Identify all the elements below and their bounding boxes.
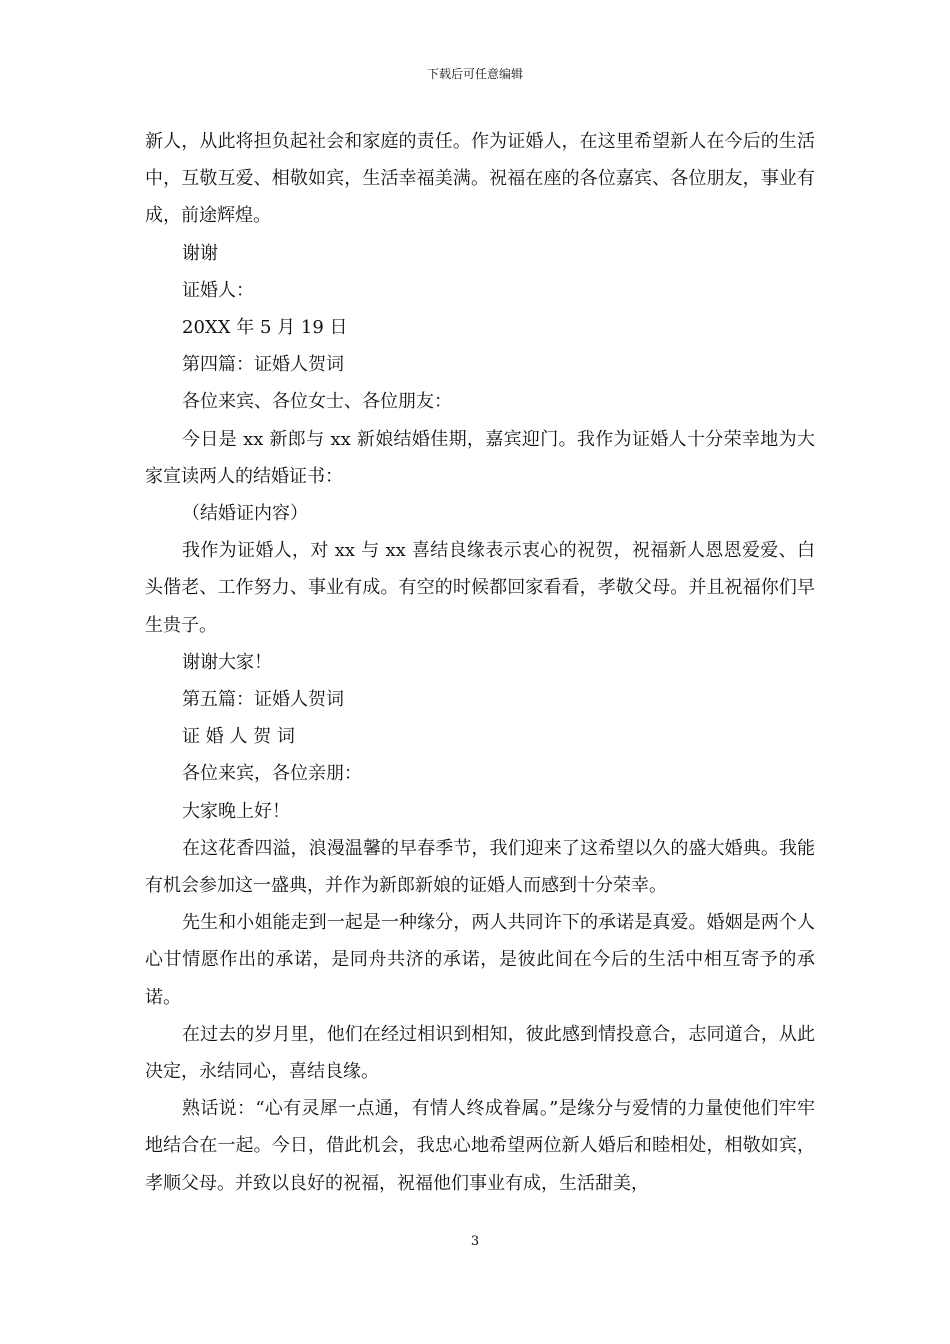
- paragraph: （结婚证内容）: [182, 503, 308, 525]
- paragraph: 新人，从此将担负起社会和家庭的责任。作为证婚人，在这里希望新人在今后的生活中，互敬互爱、相敬如宾，生活幸福美满。祝福在座的各位嘉宾、各位朋友，事业有成，前途辉煌。: [145, 131, 815, 227]
- paragraph: 谢谢大家！: [182, 651, 272, 673]
- page-number: 3: [470, 1234, 480, 1249]
- paragraph: 先生和小姐能走到一起是一种缘分，两人共同许下的承诺是真爱。婚姻是两个人心甘情愿作出的承诺，是同舟共济的承诺，是彼此间在今后的生活中相互寄予的承诺。: [145, 912, 815, 1008]
- paragraph: 我作为证婚人，对 xx 与 xx 喜结良缘表示衷心的祝贺，祝福新人恩恩爱爱、白头偕老、工作努力、事业有成。有空的时候都回家看看，孝敬父母。并且祝福你们早生贵子。: [145, 540, 815, 636]
- paragraph: 今日是 xx 新郎与 xx 新娘结婚佳期，嘉宾迎门。我作为证婚人十分荣幸地为大家宣读两人的结婚证书：: [145, 428, 815, 487]
- paragraph: 在这花香四溢，浪漫温馨的早春季节，我们迎来了这希望以久的盛大婚典。我能有机会参加这一盛典，并作为新郎新娘的证婚人而感到十分荣幸。: [145, 837, 815, 897]
- paragraph: 大家晚上好！: [182, 800, 290, 822]
- page-header: 下载后可任意编辑: [426, 67, 523, 81]
- section-heading: 第四篇：证婚人贺词: [182, 354, 344, 376]
- paragraph: 20XX 年 5 月 19 日: [182, 317, 348, 339]
- paragraph: 熟话说：“心有灵犀一点通，有情人终成眷属。”是缘分与爱情的力量使他们牢牢地结合在一起。今日，借此机会，我忠心地希望两位新人婚后和睦相处，相敬如宾，孝顺父母。并致以良好的祝福，祝福他们事业有成，生活甜美，: [145, 1098, 815, 1194]
- paragraph: 在过去的岁月里，他们在经过相识到相知，彼此感到情投意合，志同道合，从此决定，永结同心，喜结良缘。: [145, 1023, 815, 1083]
- paragraph: 各位来宾、各位女士、各位朋友：: [182, 391, 452, 413]
- document-title: 证 婚 人 贺 词: [182, 726, 295, 748]
- paragraph: 证婚人：: [182, 279, 254, 301]
- paragraph: 各位来宾，各位亲朋：: [182, 763, 362, 785]
- paragraph: 谢谢: [182, 242, 218, 264]
- section-heading: 第五篇：证婚人贺词: [182, 689, 344, 711]
- document-body: [145, 123, 815, 1202]
